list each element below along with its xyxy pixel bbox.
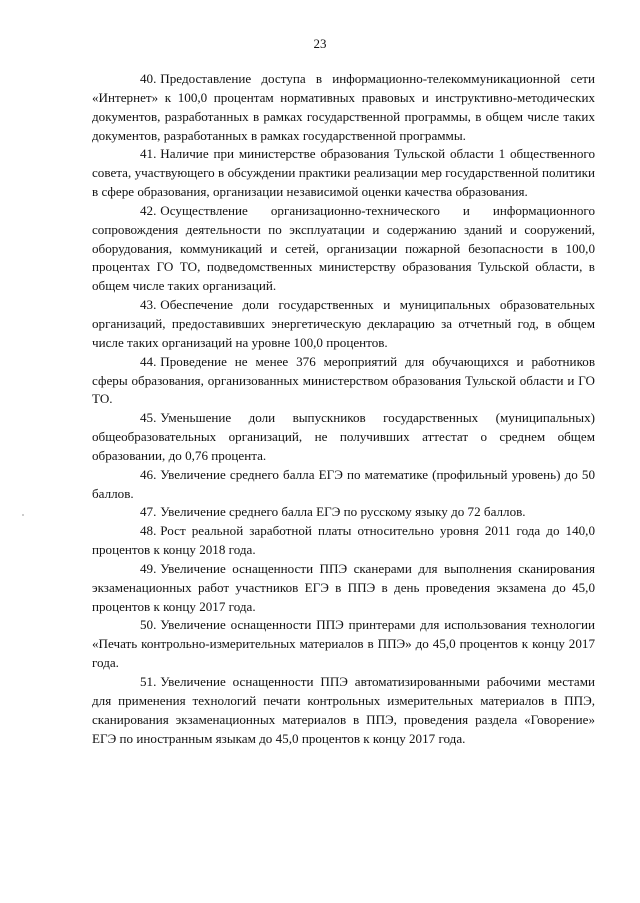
document-body (92, 70, 595, 748)
item-number: 50. (140, 617, 157, 633)
item-text: Увеличение оснащенности ППЭ принтерами для использования технологии «Печать контрольно-измерительных материалов в ППЭ» до 45,0 процентов к концу 2017 года. (92, 617, 595, 671)
item-number: 49. (140, 560, 157, 576)
item-text: Уменьшение доли выпускников государственных (муниципальных) общеобразовательных организаций, не получивших аттестат о среднем общем образовании, до 0,76 процента. (92, 410, 595, 463)
margin-mark (22, 514, 24, 516)
item-number: 46. (140, 466, 157, 482)
item-text: Увеличение оснащенности ППЭ сканерами для выполнения сканирования экзаменационных работ участников ЕГЭ в ППЭ в день проведения экзамена до 45,0 процентов к концу 2017 года. (92, 560, 595, 614)
item-text: Предоставление доступа в информационно-телекоммуникационной сети «Интернет» к 100,0 процентам нормативных правовых и инструктивно-методических документов, разработанных в рамках государственной программы, в общем числе таких документов, разработанных в рамках государственной программы. (92, 71, 595, 143)
item-text: Рост реальной заработной платы относительно уровня 2011 года до 140,0 процентов к концу 2018 года. (92, 523, 595, 558)
list-item (92, 202, 595, 296)
page-number: 23 (313, 36, 327, 51)
item-number: 51. (140, 674, 157, 689)
item-text: Проведение не менее 376 мероприятий для обучающихся и работников сферы образования, организованных министерством образования Тульской области и ГО ТО. (92, 353, 595, 407)
list-item (92, 503, 595, 522)
item-number: 48. (140, 523, 157, 539)
item-number: 42. (140, 202, 157, 218)
list-item (92, 70, 595, 145)
list-item (92, 522, 595, 560)
list-item (92, 145, 595, 202)
item-text: Увеличение среднего балла ЕГЭ по русскому языку до 72 баллов. (160, 504, 526, 520)
list-item (92, 560, 595, 617)
item-number: 47. (140, 504, 157, 520)
item-number: 43. (140, 297, 157, 313)
list-item (92, 616, 595, 673)
item-number: 40. (140, 71, 157, 86)
item-text: Увеличение среднего балла ЕГЭ по математике (профильный уровень) до 50 баллов. (92, 466, 595, 501)
list-item (92, 673, 595, 748)
item-text: Осуществление организационно-технического и информационного сопровождения деятельности по эксплуатации и содержанию зданий и сооружений, оборудования, коммуникаций и сетей, организации пожарной безопасности в 100,0 процентах ГО ТО, подведомственных министерству образования Тульской области, в общем числе таких организаций. (92, 202, 595, 294)
item-number: 41. (140, 146, 157, 162)
item-number: 44. (140, 353, 157, 369)
list-item (92, 353, 595, 410)
item-number: 45. (140, 410, 157, 426)
item-text: Увеличение оснащенности ППЭ автоматизированными рабочими местами для применения технологий печати контрольных измерительных материалов в ППЭ, сканирования экзаменационных материалов в ППЭ, проведения раздела «Говорение» ЕГЭ по иностранным языкам до 45,0 процентов к концу 2017 года. (92, 674, 595, 746)
item-text: Обеспечение доли государственных и муниципальных образовательных организаций, предоставивших энергетическую декларацию за отчетный год, в общем числе таких организаций на уровне 100,0 процентов. (92, 297, 595, 350)
list-item (92, 296, 595, 353)
list-item (92, 466, 595, 504)
item-text: Наличие при министерстве образования Тульской области 1 общественного совета, участвующего в обсуждении практики реализации мер государственной политики в сфере образования, организации независимой оценки качества образования. (92, 146, 595, 200)
list-item (92, 409, 595, 466)
